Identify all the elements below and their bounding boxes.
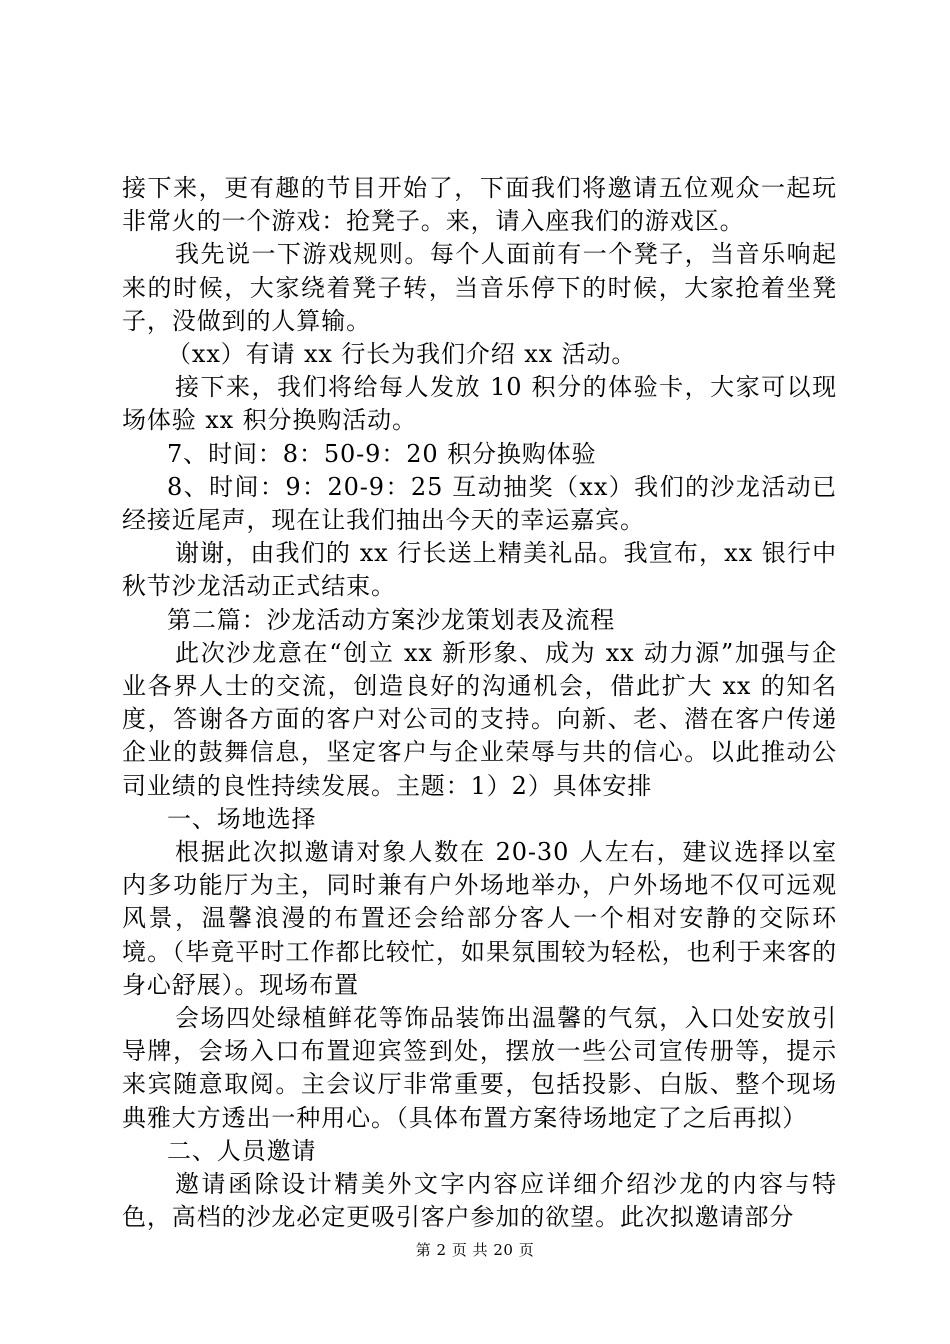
document-body	[122, 172, 837, 1235]
paragraph-game-intro: 接下来，更有趣的节目开始了，下面我们将邀请五位观众一起玩非常火的一个游戏：抢凳子。来，请入座我们的游戏区。	[122, 174, 837, 236]
paragraph-schedule-8: 8、时间：9：20-9：25 互动抽奖（xx）我们的沙龙活动已经接近尾声，现在让我们抽出今天的幸运嘉宾。	[122, 472, 837, 535]
paragraph-venue-details: 根据此次拟邀请对象人数在 20-30 人左右，建议选择以室内多功能厅为主，同时兼有户外场地举办，户外场地不仅可远观风景，温馨浪漫的布置还会给部分客人一个相对安静的交际环境。（毕竟平时工作都比较忙，如果氛围较为轻松，也利于来客的身心舒展）。现场布置	[122, 838, 837, 999]
heading-invitations: 二、人员邀请	[167, 1136, 317, 1165]
paragraph-salon-purpose: 此次沙龙意在“创立 xx 新形象、成为 xx 动力源”加强与企业各界人士的交流，创造良好的沟通机会，借此扩大 xx 的知名度，答谢各方面的客户对公司的支持。向新、老、潜在客户传递企业的鼓舞信息，坚定客户与企业荣辱与共的信心。以此推动公司业绩的良性持续发展。主题：1）2）具体安排	[122, 638, 837, 800]
paragraph-closing: 谢谢，由我们的 xx 行长送上精美礼品。我宣布，xx 银行中秋节沙龙活动正式结束。	[122, 539, 837, 601]
paragraph-venue-layout: 会场四处绿植鲜花等饰品装饰出温馨的气氛，入口处安放引导牌，会场入口布置迎宾签到处，摆放一些公司宣传册等，提示来宾随意取阅。主会议厅非常重要，包括投影、白版、整个现场典雅大方透出一种用心。（具体布置方案待场地定了之后再拟）	[122, 1004, 837, 1132]
paragraph-game-rules: 我先说一下游戏规则。每个人面前有一个凳子，当音乐响起来的时候，大家绕着凳子转，当音乐停下的时候，大家抢着坐凳子，没做到的人算输。	[122, 240, 837, 335]
paragraph-invitation-details: 邀请函除设计精美外文字内容应详细介绍沙龙的内容与特色，高档的沙龙必定更吸引客户参加的欲望。此次拟邀请部分	[122, 1170, 837, 1232]
paragraph-schedule-7: 7、时间：8：50-9：20 积分换购体验	[167, 439, 597, 468]
heading-venue-selection: 一、场地选择	[167, 804, 317, 833]
paragraph-activity-intro: （xx）有请 xx 行长为我们介绍 xx 活动。	[167, 340, 637, 369]
page-number-footer: 第 2 页 共 20 页	[415, 1241, 535, 1259]
paragraph-points-card: 接下来，我们将给每人发放 10 积分的体验卡，大家可以现场体验 xx 积分换购活动。	[122, 373, 837, 435]
section-title-part-two: 第二篇：沙龙活动方案沙龙策划表及流程	[167, 605, 616, 634]
